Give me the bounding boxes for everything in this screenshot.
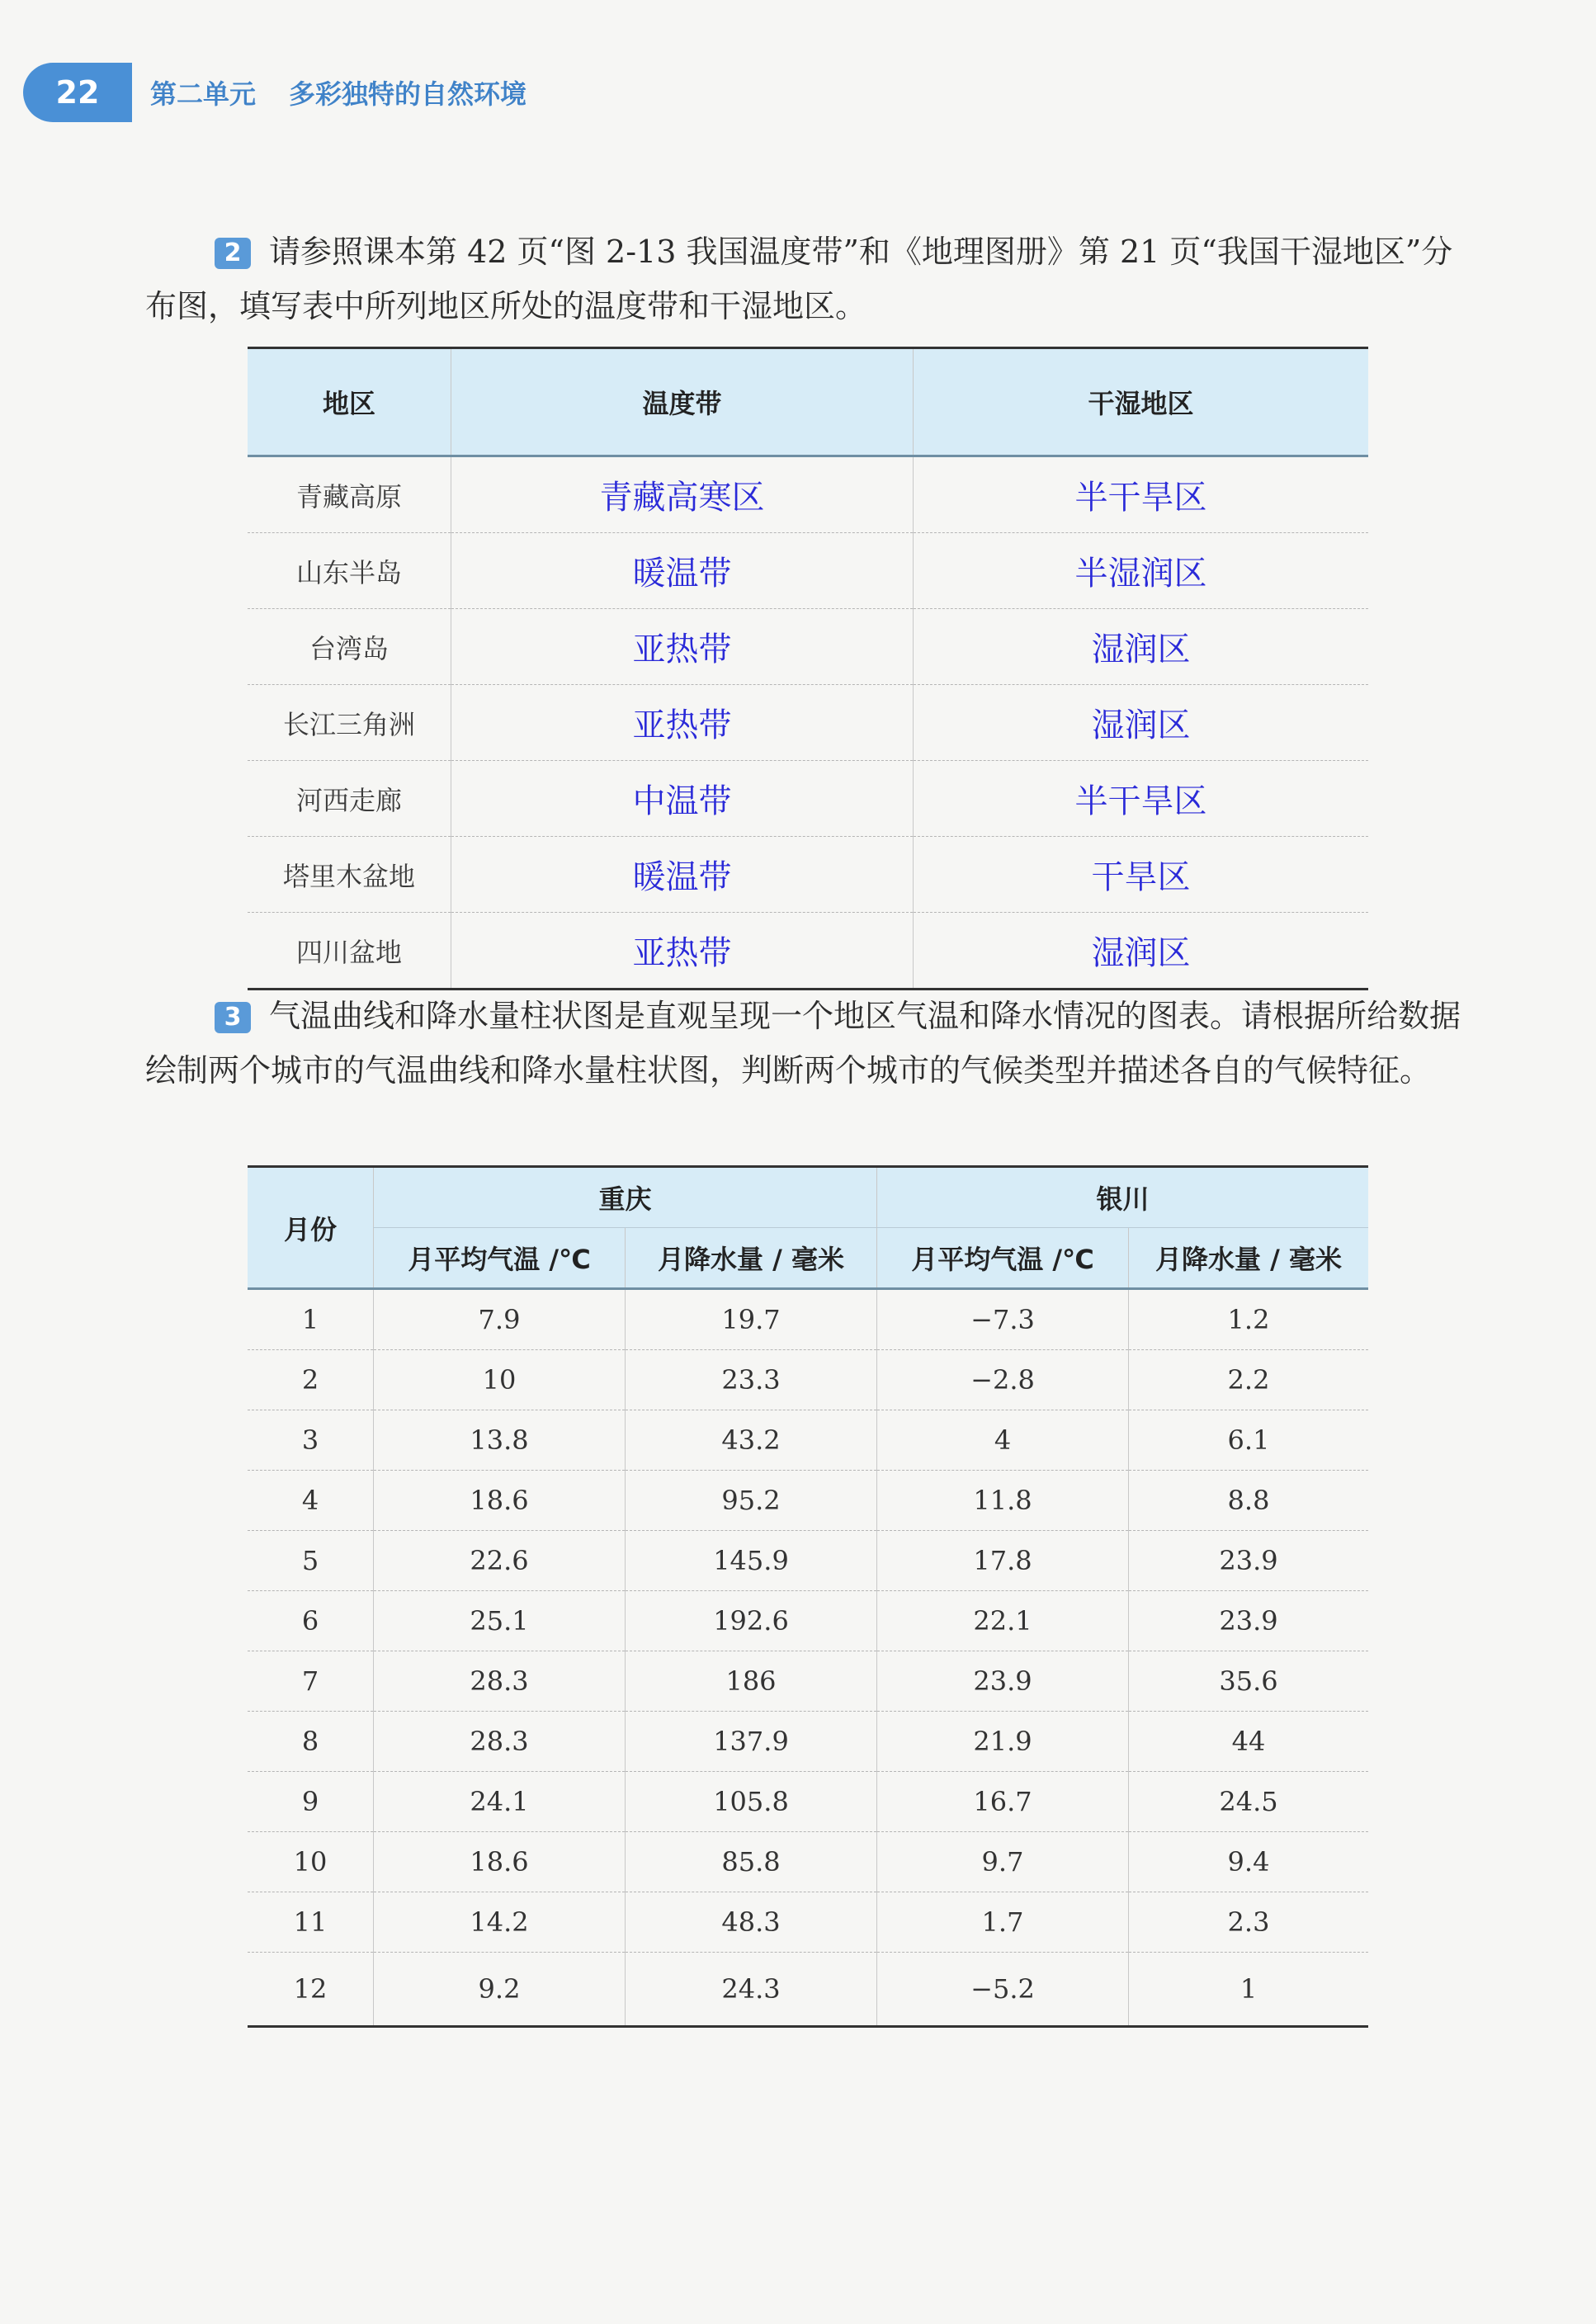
chongqing-precipitation-cell: 137.9 bbox=[626, 1712, 877, 1772]
table-row bbox=[248, 1350, 1368, 1410]
chapter-title: 多彩独特的自然环境 bbox=[289, 78, 527, 110]
dry-wet-region-answer: 干旱区 bbox=[914, 837, 1369, 913]
table-row bbox=[248, 837, 1368, 913]
table-header-row bbox=[248, 348, 1368, 456]
header-yc-temperature: 月平均气温 /℃ bbox=[877, 1228, 1129, 1289]
yinchuan-precipitation-cell: 1.2 bbox=[1129, 1289, 1369, 1350]
yinchuan-temperature-cell: 11.8 bbox=[877, 1471, 1129, 1531]
chongqing-temperature-cell: 18.6 bbox=[374, 1471, 626, 1531]
yinchuan-precipitation-cell: 2.2 bbox=[1129, 1350, 1369, 1410]
chongqing-precipitation-cell: 24.3 bbox=[626, 1953, 877, 2027]
yinchuan-precipitation-cell: 44 bbox=[1129, 1712, 1369, 1772]
yinchuan-temperature-cell: 22.1 bbox=[877, 1591, 1129, 1651]
dry-wet-region-answer: 湿润区 bbox=[914, 609, 1369, 685]
table-row bbox=[248, 1531, 1368, 1591]
header-yc-precipitation: 月降水量 / 毫米 bbox=[1129, 1228, 1369, 1289]
chongqing-temperature-cell: 28.3 bbox=[374, 1712, 626, 1772]
table-row bbox=[248, 1832, 1368, 1892]
header-dry-wet-region: 干湿地区 bbox=[914, 348, 1369, 456]
chongqing-precipitation-cell: 186 bbox=[626, 1651, 877, 1712]
dry-wet-region-answer: 半干旱区 bbox=[914, 456, 1369, 533]
table-subheader-row bbox=[248, 1228, 1368, 1289]
yinchuan-temperature-cell: 16.7 bbox=[877, 1772, 1129, 1832]
temperature-zone-answer: 亚热带 bbox=[451, 685, 914, 761]
yinchuan-temperature-cell: 17.8 bbox=[877, 1531, 1129, 1591]
yinchuan-temperature-cell: 23.9 bbox=[877, 1651, 1129, 1712]
chongqing-temperature-cell: 25.1 bbox=[374, 1591, 626, 1651]
yinchuan-precipitation-cell: 6.1 bbox=[1129, 1410, 1369, 1471]
temperature-zone-answer: 暖温带 bbox=[451, 837, 914, 913]
month-cell: 11 bbox=[248, 1892, 374, 1953]
yinchuan-temperature-cell: 4 bbox=[877, 1410, 1129, 1471]
header-temperature-zone: 温度带 bbox=[451, 348, 914, 456]
header-city-yinchuan: 银川 bbox=[877, 1167, 1369, 1228]
temperature-zone-answer: 亚热带 bbox=[451, 913, 914, 990]
table-row bbox=[248, 913, 1368, 990]
chongqing-temperature-cell: 28.3 bbox=[374, 1651, 626, 1712]
chongqing-precipitation-cell: 95.2 bbox=[626, 1471, 877, 1531]
chongqing-precipitation-cell: 43.2 bbox=[626, 1410, 877, 1471]
table-row bbox=[248, 1651, 1368, 1712]
region-cell: 塔里木盆地 bbox=[248, 837, 451, 913]
yinchuan-precipitation-cell: 1 bbox=[1129, 1953, 1369, 2027]
yinchuan-precipitation-cell: 23.9 bbox=[1129, 1591, 1369, 1651]
temperature-zone-answer: 青藏高寒区 bbox=[451, 456, 914, 533]
table-row bbox=[248, 609, 1368, 685]
table-header-row bbox=[248, 1167, 1368, 1228]
table-row bbox=[248, 761, 1368, 837]
chongqing-temperature-cell: 24.1 bbox=[374, 1772, 626, 1832]
table-row bbox=[248, 685, 1368, 761]
region-cell: 台湾岛 bbox=[248, 609, 451, 685]
question-3-text: 气温曲线和降水量柱状图是直观呈现一个地区气温和降水情况的图表。请根据所给数据绘制两个城市的气温曲线和降水量柱状图，判断两个城市的气候类型并描述各自的气候特征。 bbox=[145, 998, 1461, 1089]
table-row bbox=[248, 533, 1368, 609]
yinchuan-precipitation-cell: 23.9 bbox=[1129, 1531, 1369, 1591]
temperature-zone-answer: 亚热带 bbox=[451, 609, 914, 685]
question-2 bbox=[145, 224, 1474, 333]
temperature-zone-answer: 中温带 bbox=[451, 761, 914, 837]
yinchuan-temperature-cell: −2.8 bbox=[877, 1350, 1129, 1410]
chongqing-temperature-cell: 13.8 bbox=[374, 1410, 626, 1471]
yinchuan-temperature-cell: −5.2 bbox=[877, 1953, 1129, 2027]
dry-wet-region-answer: 半湿润区 bbox=[914, 533, 1369, 609]
yinchuan-precipitation-cell: 24.5 bbox=[1129, 1772, 1369, 1832]
header-cq-temperature: 月平均气温 /℃ bbox=[374, 1228, 626, 1289]
dry-wet-region-answer: 湿润区 bbox=[914, 913, 1369, 990]
region-cell: 河西走廊 bbox=[248, 761, 451, 837]
yinchuan-precipitation-cell: 35.6 bbox=[1129, 1651, 1369, 1712]
chongqing-precipitation-cell: 145.9 bbox=[626, 1531, 877, 1591]
dry-wet-region-answer: 湿润区 bbox=[914, 685, 1369, 761]
yinchuan-temperature-cell: 9.7 bbox=[877, 1832, 1129, 1892]
page-header bbox=[23, 63, 526, 122]
month-cell: 6 bbox=[248, 1591, 374, 1651]
yinchuan-temperature-cell: −7.3 bbox=[877, 1289, 1129, 1350]
month-cell: 10 bbox=[248, 1832, 374, 1892]
chongqing-precipitation-cell: 192.6 bbox=[626, 1591, 877, 1651]
chongqing-temperature-cell: 22.6 bbox=[374, 1531, 626, 1591]
table-row bbox=[248, 1289, 1368, 1350]
month-cell: 7 bbox=[248, 1651, 374, 1712]
yinchuan-precipitation-cell: 9.4 bbox=[1129, 1832, 1369, 1892]
header-region: 地区 bbox=[248, 348, 451, 456]
climate-data-table bbox=[248, 1165, 1368, 2028]
yinchuan-precipitation-cell: 2.3 bbox=[1129, 1892, 1369, 1953]
table-row bbox=[248, 456, 1368, 533]
region-cell: 长江三角洲 bbox=[248, 685, 451, 761]
chongqing-precipitation-cell: 105.8 bbox=[626, 1772, 877, 1832]
chongqing-temperature-cell: 7.9 bbox=[374, 1289, 626, 1350]
month-cell: 9 bbox=[248, 1772, 374, 1832]
climate-zone-table bbox=[248, 347, 1368, 990]
month-cell: 12 bbox=[248, 1953, 374, 2027]
month-cell: 4 bbox=[248, 1471, 374, 1531]
region-cell: 四川盆地 bbox=[248, 913, 451, 990]
region-cell: 青藏高原 bbox=[248, 456, 451, 533]
yinchuan-temperature-cell: 21.9 bbox=[877, 1712, 1129, 1772]
header-month: 月份 bbox=[248, 1167, 374, 1289]
question-number-badge: 3 bbox=[215, 1002, 251, 1033]
yinchuan-temperature-cell: 1.7 bbox=[877, 1892, 1129, 1953]
yinchuan-precipitation-cell: 8.8 bbox=[1129, 1471, 1369, 1531]
chongqing-temperature-cell: 10 bbox=[374, 1350, 626, 1410]
chongqing-temperature-cell: 18.6 bbox=[374, 1832, 626, 1892]
chongqing-precipitation-cell: 23.3 bbox=[626, 1350, 877, 1410]
month-cell: 1 bbox=[248, 1289, 374, 1350]
unit-title: 第二单元 bbox=[150, 78, 257, 110]
question-number-badge: 2 bbox=[215, 238, 251, 269]
dry-wet-region-answer: 半干旱区 bbox=[914, 761, 1369, 837]
table-row bbox=[248, 1953, 1368, 2027]
table-row bbox=[248, 1712, 1368, 1772]
month-cell: 5 bbox=[248, 1531, 374, 1591]
month-cell: 3 bbox=[248, 1410, 374, 1471]
month-cell: 8 bbox=[248, 1712, 374, 1772]
table-row bbox=[248, 1471, 1368, 1531]
header-cq-precipitation: 月降水量 / 毫米 bbox=[626, 1228, 877, 1289]
region-cell: 山东半岛 bbox=[248, 533, 451, 609]
chongqing-precipitation-cell: 85.8 bbox=[626, 1832, 877, 1892]
page-number: 22 bbox=[23, 63, 132, 122]
table-row bbox=[248, 1410, 1368, 1471]
question-2-text: 请参照课本第 42 页“图 2-13 我国温度带”和《地理图册》第 21 页“我国干湿地区”分布图，填写表中所列地区所处的温度带和干湿地区。 bbox=[145, 234, 1453, 324]
chongqing-precipitation-cell: 19.7 bbox=[626, 1289, 877, 1350]
table-row bbox=[248, 1772, 1368, 1832]
temperature-zone-answer: 暖温带 bbox=[451, 533, 914, 609]
chongqing-temperature-cell: 14.2 bbox=[374, 1892, 626, 1953]
chongqing-temperature-cell: 9.2 bbox=[374, 1953, 626, 2027]
question-3 bbox=[145, 989, 1474, 1098]
chongqing-precipitation-cell: 48.3 bbox=[626, 1892, 877, 1953]
header-city-chongqing: 重庆 bbox=[374, 1167, 877, 1228]
table-row bbox=[248, 1892, 1368, 1953]
table-row bbox=[248, 1591, 1368, 1651]
month-cell: 2 bbox=[248, 1350, 374, 1410]
